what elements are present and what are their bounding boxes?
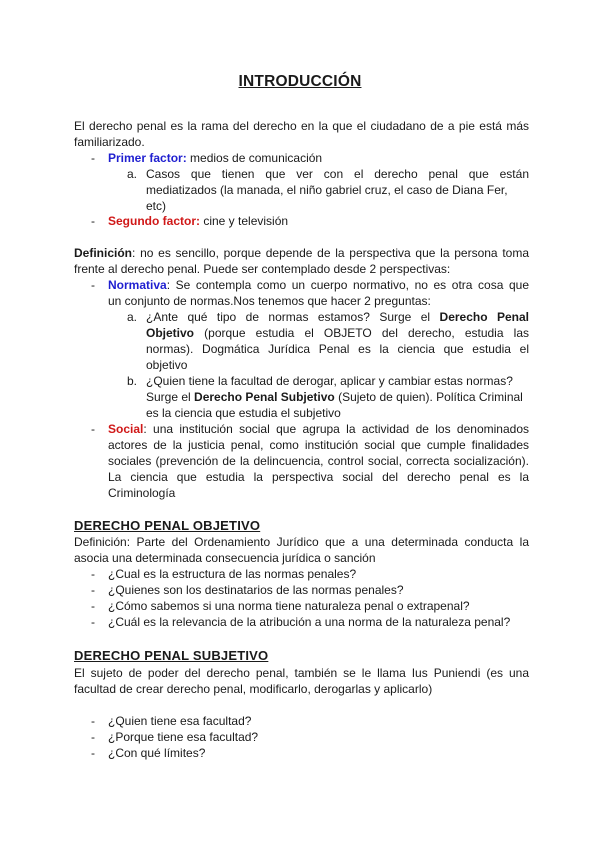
factor-1-a-line-3: etc) — [146, 199, 167, 213]
list-item: ¿Quien tiene esa facultad? — [108, 714, 252, 728]
bullet-dash: - — [91, 422, 95, 436]
question-b-line-2-text: Surge el — [146, 390, 195, 404]
bullet-dash: - — [91, 583, 95, 597]
derecho-penal-subjetivo-term: Derecho Penal Subjetivo — [194, 390, 335, 404]
factor-1-text: medios de comunicación — [186, 151, 323, 165]
factor-2-text: cine y televisión — [200, 214, 289, 228]
intro-line-2: familiarizado. — [74, 135, 145, 149]
question-a-line-1-text: ¿Ante qué tipo de normas estamos? Surge el — [146, 310, 440, 324]
normativa-line-1-rest: : Se contempla como un cuerpo normativo, no es otra cosa que — [166, 278, 529, 292]
list-item: ¿Porque tiene esa facultad? — [108, 730, 259, 744]
factor-1 — [108, 150, 322, 166]
question-b-line-2-rest: (Sujeto de quien). Política Criminal — [334, 390, 523, 404]
factor-2 — [108, 213, 288, 229]
question-b-line-1: ¿Quien tiene la facultad de derogar, aplicar y cambiar estas normas? — [146, 374, 513, 388]
social-line-5: Criminología — [108, 486, 176, 500]
bullet-dash: - — [91, 567, 95, 581]
social-label: Social — [108, 422, 144, 436]
bullet-dash: - — [91, 730, 95, 744]
bullet-dash: - — [91, 214, 95, 228]
page-title: INTRODUCCIÓN — [238, 73, 362, 90]
factor-1-a-line-2: mediatizados (la manada, el niño gabriel cruz, el caso de Diana Fer, — [146, 183, 508, 197]
factor-1-a-line-1: Casos que tienen que ver con el derecho penal que están — [146, 167, 529, 181]
definicion-line-1 — [74, 245, 529, 261]
social-line-4: La ciencia que estudia la perspectiva social del derecho penal es la — [108, 470, 529, 484]
question-a-line-3: normas). Dogmática Jurídica Penal es la ciencia que estudia el — [146, 342, 529, 356]
social-line-1-rest: : una institución social que agrupa la actividad de los denominados — [143, 422, 529, 436]
bullet-dash: - — [91, 714, 95, 728]
bullet-dash: - — [91, 615, 95, 629]
definicion-label: Definición — [74, 246, 133, 260]
section-heading-subjetivo: DERECHO PENAL SUBJETIVO — [74, 648, 269, 663]
bullet-dash: - — [91, 599, 95, 613]
list-item: ¿Con qué límites? — [108, 746, 206, 760]
social-line-3: sociales (prevención de la delincuencia, control social, correcta socialización). — [108, 454, 529, 468]
objetivo-term: Objetivo — [146, 326, 195, 340]
bullet-dash: - — [91, 746, 95, 760]
list-marker-a: a. — [127, 310, 138, 324]
intro-line-1: El derecho penal es la rama del derecho en la que el ciudadano de a pie está más — [74, 119, 529, 133]
list-item: ¿Cómo sabemos si una norma tiene naturaleza penal o extrapenal? — [108, 599, 470, 613]
social-line-1 — [108, 421, 529, 437]
subjetivo-line-2: facultad de crear derecho penal, modificarlo, derogarlas y aplicarlo) — [74, 682, 433, 696]
factor-2-label: Segundo factor: — [108, 214, 200, 228]
bullet-dash: - — [91, 151, 95, 165]
normativa-line-1 — [108, 277, 529, 293]
question-a-line-4: objetivo — [146, 358, 188, 372]
list-item: ¿Cuál es la relevancia de la atribución a una norma de la naturaleza penal? — [108, 615, 511, 629]
list-item: ¿Quienes son los destinatarios de las normas penales? — [108, 583, 404, 597]
list-marker-b: b. — [127, 374, 138, 388]
question-a-line-1 — [146, 309, 529, 325]
social-line-2: actores de la justicia penal, como institución social que cumple finalidades — [108, 438, 529, 452]
bullet-dash: - — [91, 278, 95, 292]
objetivo-def-line-1: Definición: Parte del Ordenamiento Jurídico que a una determinada conducta la — [74, 535, 529, 549]
definicion-line-1-rest: : no es sencillo, porque depende de la perspectiva que la persona toma — [132, 246, 529, 260]
derecho-penal-term: Derecho Penal — [439, 310, 529, 324]
question-b-line-3: es la ciencia que estudia el subjetivo — [146, 406, 341, 420]
list-item: ¿Cual es la estructura de las normas penales? — [108, 567, 357, 581]
section-heading-objetivo: DERECHO PENAL OBJETIVO — [74, 518, 261, 533]
definicion-line-2: frente al derecho penal. Puede ser contemplado desde 2 perspectivas: — [74, 262, 451, 276]
list-marker-a: a. — [127, 167, 138, 181]
normativa-label: Normativa — [108, 278, 167, 292]
question-a-line-2-rest: (porque estudia el OBJETO del derecho, estudia las — [194, 326, 529, 340]
objetivo-def-line-2: asocia una determinada consecuencia jurídica o sanción — [74, 551, 376, 565]
subjetivo-line-1: El sujeto de poder del derecho penal, también se le llama Ius Puniendi (es una — [74, 666, 529, 680]
normativa-line-2: un conjunto de normas.Nos tenemos que hacer 2 preguntas: — [108, 294, 431, 308]
factor-1-label: Primer factor: — [108, 151, 187, 165]
question-b-line-2 — [146, 389, 523, 405]
question-a-line-2 — [146, 325, 529, 341]
